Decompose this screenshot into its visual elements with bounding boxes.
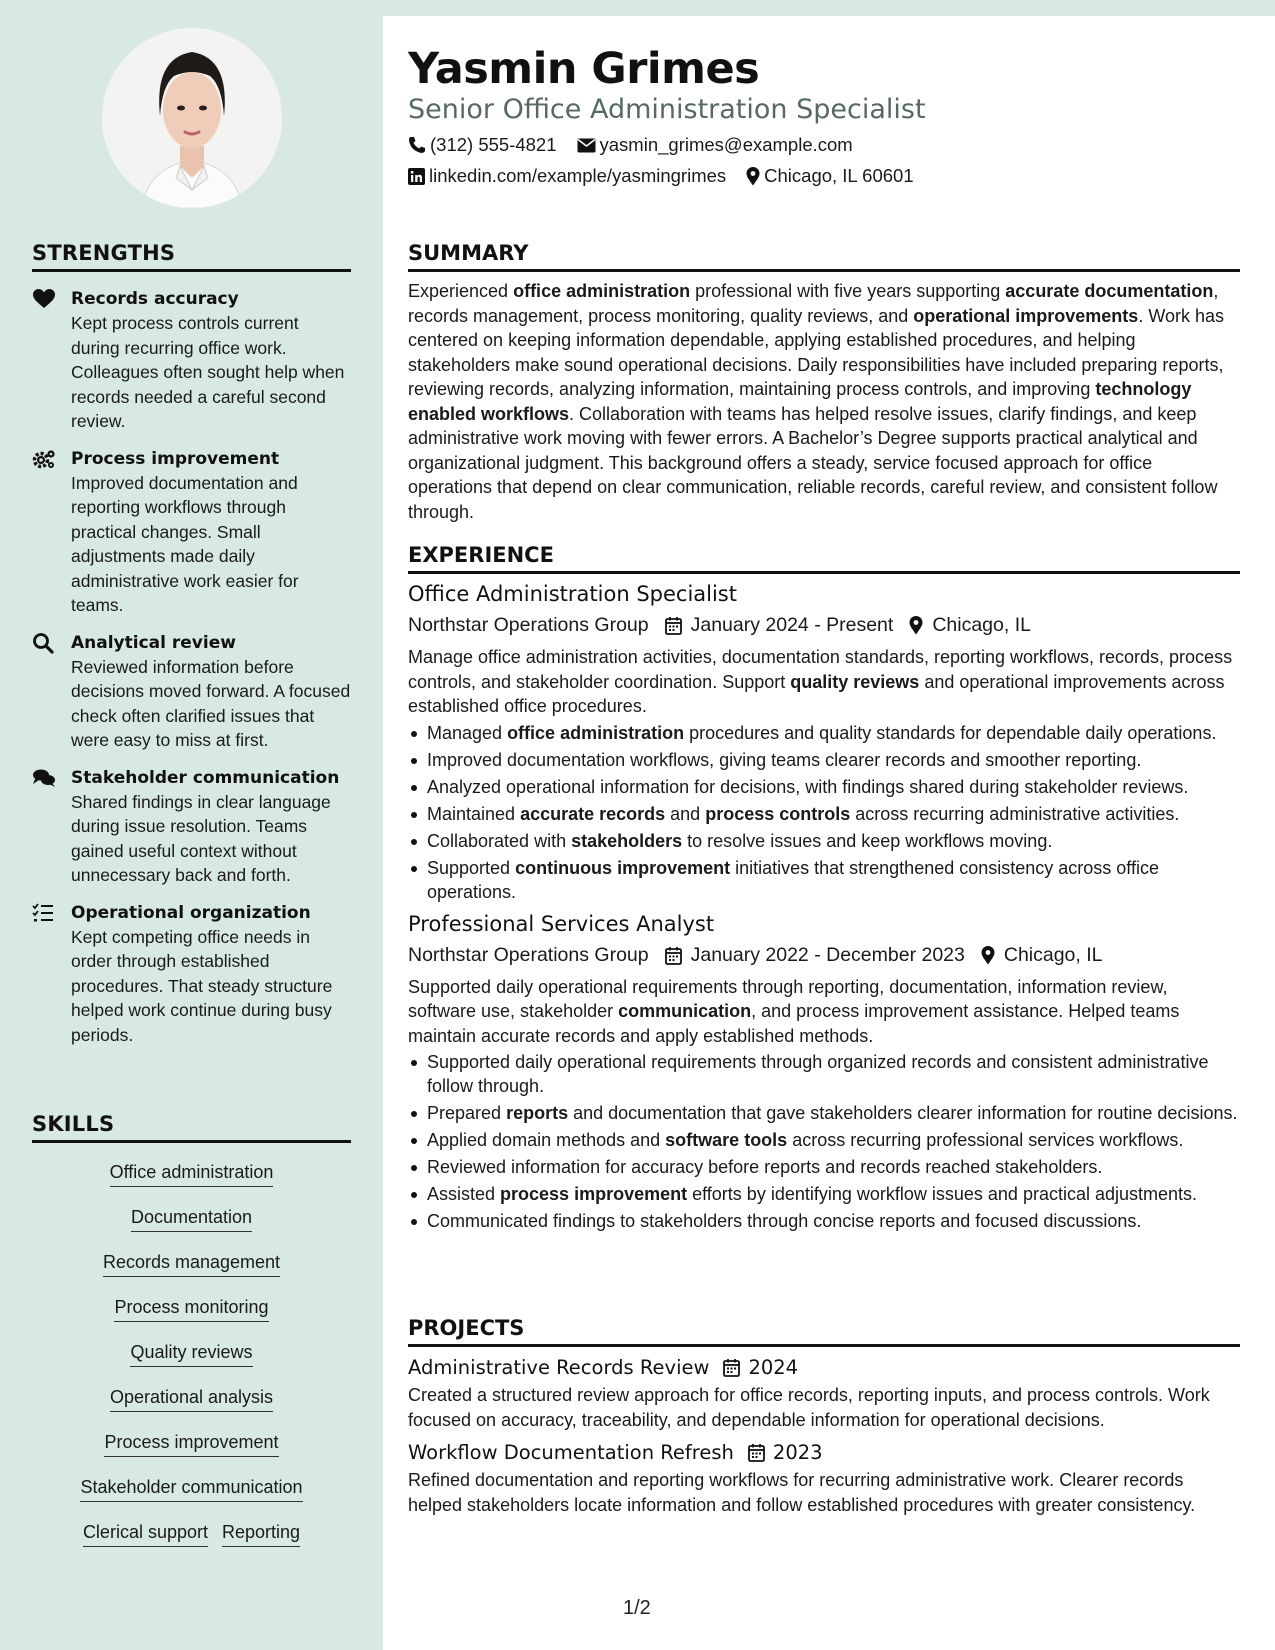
job-location-item: [981, 944, 1103, 967]
job-dates-item: [665, 614, 894, 637]
phone-item: [408, 134, 557, 156]
gears-icon: [32, 448, 56, 470]
strength-item: [32, 766, 351, 888]
list-item: Collaborated with stakeholders to resolve issues and keep workflows moving.: [408, 829, 1240, 853]
linkedin-icon: [408, 168, 425, 185]
calendar-icon: [723, 1358, 740, 1377]
email-text: yasmin_grimes@example.com: [599, 134, 853, 155]
page-number: 1/2: [623, 1597, 651, 1619]
map-pin-icon: [746, 167, 760, 186]
experience-section: [408, 543, 1240, 1236]
job-company: Northstar Operations Group: [408, 943, 649, 966]
strength-desc: Reviewed information before decisions moved forward. A focused check often clarified issues that were easy to miss at first.: [71, 656, 351, 750]
strength-title: Records accuracy: [71, 289, 239, 309]
phone-text: (312) 555-4821: [430, 134, 557, 155]
job-meta: [408, 614, 1240, 637]
job-bullets: [408, 721, 1240, 904]
skill-tag: Stakeholder communication: [80, 1475, 302, 1502]
skill-tag: Office administration: [110, 1160, 274, 1187]
candidate-role: Senior Office Administration Specialist: [408, 94, 926, 125]
strength-item: [32, 447, 351, 618]
projects-title: PROJECTS: [408, 1316, 1240, 1347]
strength-title: Operational organization: [71, 902, 311, 923]
skill-tag: Clerical support: [83, 1520, 208, 1547]
list-item: Prepared reports and documentation that gave stakeholders clearer information for routine decisions.: [408, 1101, 1240, 1125]
strengths-section: [32, 241, 351, 1047]
map-pin-icon: [909, 616, 923, 635]
skill-tag: Process improvement: [104, 1430, 278, 1457]
strength-item: [32, 287, 351, 434]
skills-list: [32, 1151, 351, 1556]
strength-title: Stakeholder communication: [71, 767, 340, 788]
project-entry: [408, 1356, 1240, 1432]
skill-tag: Records management: [103, 1250, 280, 1277]
job-location: Chicago, IL: [1003, 943, 1103, 966]
skill-tag: Operational analysis: [110, 1385, 273, 1412]
job-dates-item: [665, 944, 965, 967]
linkedin-item: [408, 165, 726, 187]
summary-section: [408, 241, 1240, 524]
list-item: Maintained accurate records and process controls across recurring administrative activities.: [408, 802, 1240, 826]
project-desc: Created a structured review approach for office records, reporting inputs, and process controls. Work focused on accuracy, traceability, and dependable information for operational decisions.: [408, 1385, 1210, 1430]
job-dates: January 2022 - December 2023: [690, 943, 965, 966]
heart-icon: [32, 288, 56, 310]
envelope-icon: [577, 138, 596, 153]
list-item: Improved documentation workflows, giving teams clearer records and smoother reporting.: [408, 748, 1240, 772]
contact-row-2: [408, 165, 934, 187]
list-item: Communicated findings to stakeholders through concise reports and focused discussions.: [408, 1209, 1240, 1233]
strength-desc: Kept process controls current during recurring office work. Colleagues often sought help when records needed a careful second review.: [71, 313, 345, 431]
project-header: [408, 1356, 1240, 1379]
projects-section: [408, 1316, 1240, 1517]
job-title: Professional Services Analyst: [408, 911, 715, 936]
linkedin-text: linkedin.com/example/yasmingrimes: [429, 165, 727, 186]
project-desc: Refined documentation and reporting workflows for recurring administrative work. Clearer records helped stakeholders locate information and follow established procedures with greater consistency.: [408, 1470, 1196, 1515]
phone-icon: [408, 136, 426, 154]
calendar-icon: [665, 946, 682, 965]
strength-title: Analytical review: [71, 632, 236, 653]
list-item: Reviewed information for accuracy before reports and records reached stakeholders.: [408, 1155, 1240, 1179]
strength-item: [32, 631, 351, 753]
candidate-name: Yasmin Grimes: [408, 44, 760, 94]
skills-section: [32, 1112, 351, 1556]
calendar-icon: [748, 1443, 765, 1462]
list-item: Analyzed operational information for decisions, with findings shared during stakeholder reviews.: [408, 775, 1240, 799]
list-item: Managed office administration procedures and quality standards for dependable daily operations.: [408, 721, 1240, 745]
avatar-illustration: [102, 28, 282, 208]
project-year: 2024: [748, 1356, 799, 1379]
list-item: Supported continuous improvement initiatives that strengthened consistency across office operations.: [408, 856, 1240, 904]
project-year: 2023: [772, 1441, 823, 1464]
list-item: Assisted process improvement efforts by identifying workflow issues and practical adjustments.: [408, 1182, 1240, 1206]
job-location-item: [909, 614, 1031, 637]
job-description: Supported daily operational requirements through reporting, documentation, information review, software use, stakeholder communication, and process improvement assistance. Helped teams maintain accurate records and apply established methods.: [408, 976, 1180, 1046]
job-description: Manage office administration activities, documentation standards, reporting workflows, records, process controls, and stakeholder coordination. Support quality reviews and operational improvements across established office procedures.: [408, 647, 1233, 716]
summary-text: Experienced office administration professional with five years supporting accurate documentation, records management, process monitoring, quality reviews, and operational improvements. Work has centered on keeping information dependable, applying established procedures, and helping stakeholders make sound operational decisions. Daily responsibilities have included preparing reports, reviewing records, analyzing information, maintaining process controls, and improving technology enabled workflows. Collaboration with teams has helped resolve issues, clarify findings, and keep administrative work moving with fewer errors. A Bachelor’s Degree supports practical analytical and organizational judgment. This background offers a steady, service focused approach for office operations that depend on clear communication, reliable records, careful review, and consistent follow through.: [408, 281, 1225, 522]
list-item: Applied domain methods and software tools across recurring professional services workflows.: [408, 1128, 1240, 1152]
skill-tag: Documentation: [131, 1205, 252, 1232]
map-pin-icon: [981, 946, 995, 965]
project-header: [408, 1441, 1240, 1464]
skill-tag: Reporting: [222, 1520, 300, 1547]
skill-tag: Quality reviews: [130, 1340, 252, 1367]
calendar-icon: [665, 616, 682, 635]
job-bullets: [408, 1050, 1240, 1233]
strengths-title: STRENGTHS: [32, 241, 351, 272]
job-meta: [408, 944, 1240, 967]
project-title: Workflow Documentation Refresh: [408, 1441, 734, 1464]
search-icon: [32, 632, 56, 654]
email-item: [577, 134, 853, 156]
strength-title: Process improvement: [71, 448, 280, 469]
job-location: Chicago, IL: [932, 614, 1031, 636]
project-entry: [408, 1441, 1240, 1517]
summary-title: SUMMARY: [408, 241, 1240, 272]
strength-desc: Shared findings in clear language during issue resolution. Teams gained useful context without unnecessary back and forth.: [71, 791, 331, 885]
checklist-icon: [32, 902, 56, 924]
job-entry: [408, 912, 1240, 1234]
strength-desc: Kept competing office needs in order through established procedures. That steady structure helped work continue during busy periods.: [71, 926, 333, 1045]
comments-icon: [32, 767, 56, 789]
skill-tag: Process monitoring: [114, 1295, 268, 1322]
location-item: [746, 165, 913, 187]
job-title: Office Administration Specialist: [408, 582, 737, 606]
job-dates: January 2024 - Present: [690, 614, 894, 636]
location-text: Chicago, IL 60601: [764, 165, 914, 186]
skills-title: SKILLS: [32, 1112, 351, 1143]
job-entry: [408, 582, 1240, 904]
list-item: Supported daily operational requirements through organized records and consistent administrative follow through.: [408, 1050, 1240, 1098]
project-title: Administrative Records Review: [408, 1356, 710, 1379]
strength-desc: Improved documentation and reporting workflows through practical changes. Small adjustments made daily administrative work easier for teams.: [71, 472, 299, 615]
contact-row-1: [408, 134, 873, 156]
job-company: Northstar Operations Group: [408, 614, 649, 636]
strength-item: [32, 901, 351, 1048]
experience-title: EXPERIENCE: [408, 543, 1240, 574]
profile-photo: [102, 28, 282, 208]
